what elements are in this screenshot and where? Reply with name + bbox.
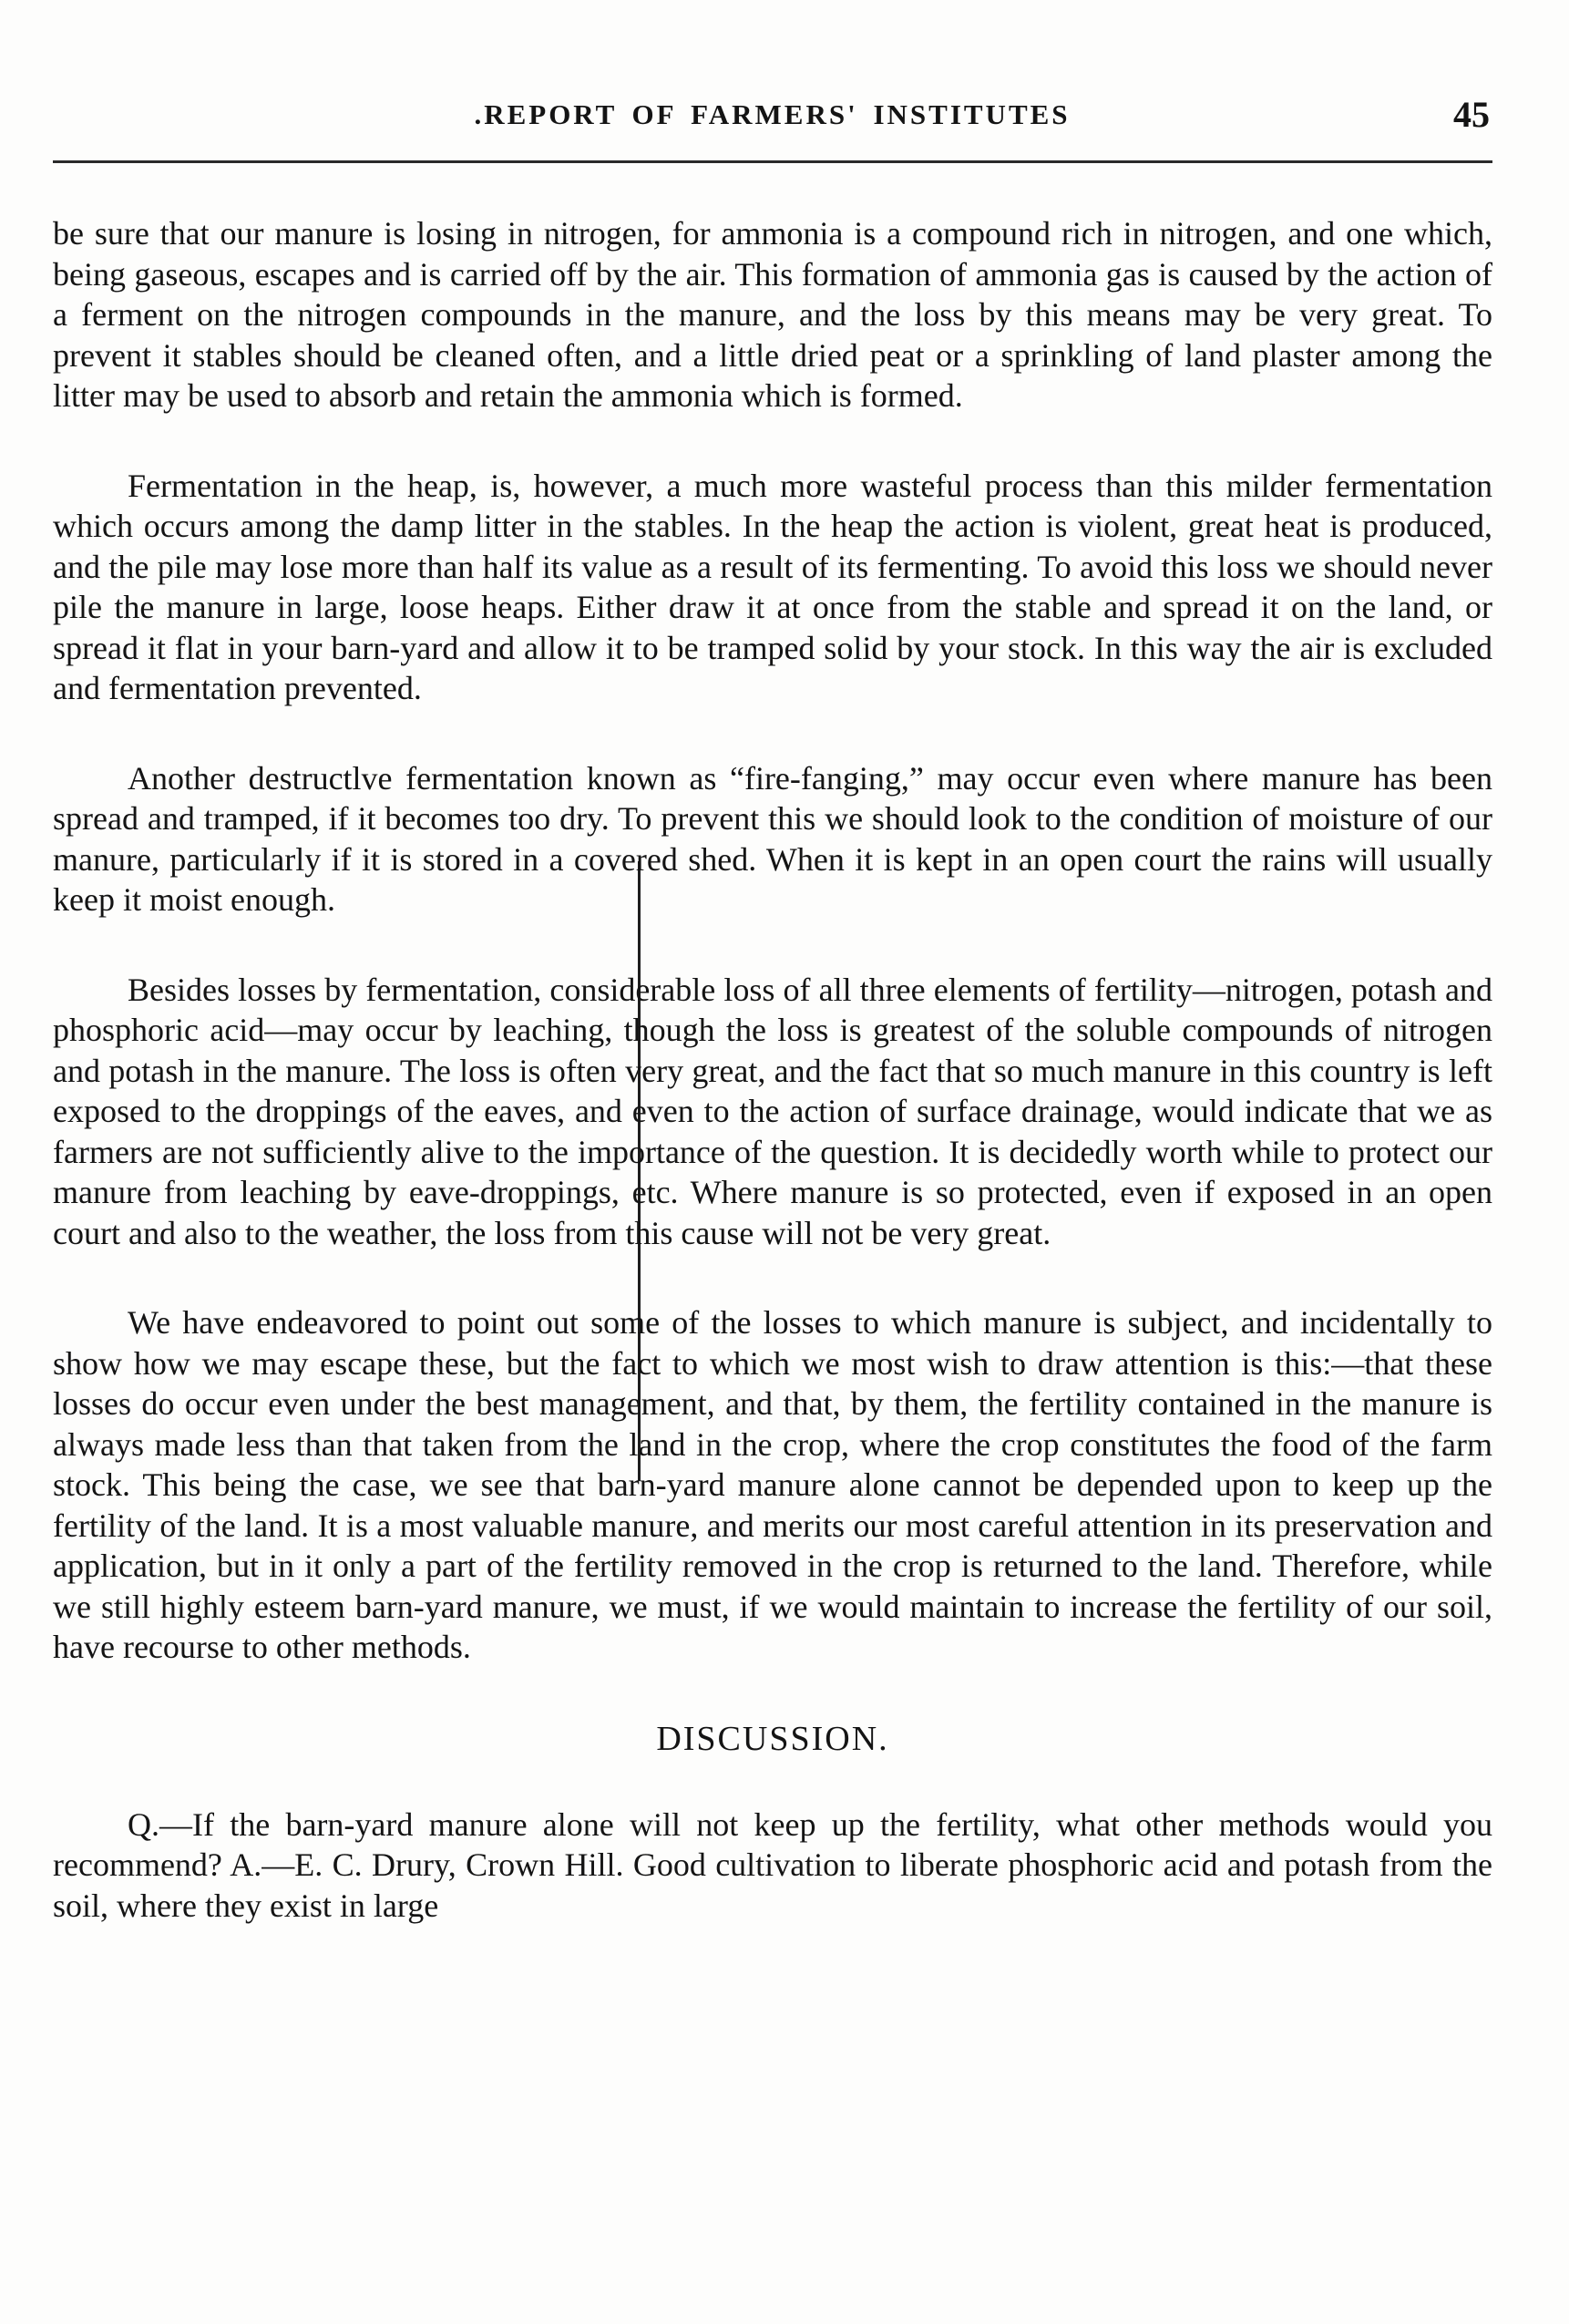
- paragraph-gap: [53, 1253, 1492, 1302]
- paragraph-gap: [53, 416, 1492, 466]
- discussion-text: Q.—If the barn-yard manure alone will not keep up the fertility, what other methods would you recommend? A.—E. C. Drury, Crown Hill. Good cultivation to liberate phosphoric acid and potash from the soil, where they exist in large: [53, 1805, 1492, 1924]
- paragraph-2: Fermentation in the heap, is, however, a much more wasteful process than this milder fermentation which occurs among the damp litter in the stables. In the heap the action is violent, great heat is produced, and the pile may lose more than half its value as a result of its fermenting. To avoid this loss we should never pile the manure in large, loose heaps. Either draw it at once from the stable and spread it on the land, or spread it flat in your barn-yard and allow it to be tramped solid by your stock. In this way the air is excluded and fermentation prevented.: [53, 467, 1492, 706]
- discussion-heading: DISCUSSION.: [656, 1719, 889, 1758]
- paragraph-1: be sure that our manure is losing in nitrogen, for ammonia is a compound rich in nitrogen, and one which, being gaseous, escapes and is carried off by the air. This formation of ammonia gas is caused by the action of a ferment on the nitrogen compounds in the manure, and the loss by this means may be very great. To prevent it stables should be cleaned often, and a little dried peat or a sprinkling of land plaster among the litter may be used to absorb and retain the ammonia which is formed.: [53, 215, 1492, 414]
- paragraph-gap: [53, 709, 1492, 758]
- running-title: .REPORT OF FARMERS' INSTITUTES: [474, 98, 1071, 130]
- paragraph-gap: [53, 920, 1492, 970]
- running-header: [55, 94, 1490, 144]
- page-number: 45: [1453, 94, 1490, 135]
- paragraph-4: Besides losses by fermentation, considerable loss of all three elements of fertility—nitrogen, potash and phosphoric acid—may occur by leaching, though the loss is greatest of the soluble compounds of nitrogen and potash in the manure. The loss is often very great, and the fact that so much manure in this country is left exposed to the droppings of the eaves, and even to the action of surface drainage, would indicate that we as farmers are not sufficiently alive to the importance of the question. It is decidedly worth while to protect our manure from leaching by eave-droppings, etc. Where manure is so protected, even if exposed in an open court and also to the weather, the loss from this cause will not be very great.: [53, 971, 1492, 1251]
- header-rule: [53, 160, 1492, 163]
- body-text: [53, 213, 1492, 1926]
- paragraph-5: We have endeavored to point out some of the losses to which manure is subject, and incidentally to show how we may escape these, but the fact to which we most wish to draw attention is this:—that these losses do occur even under the best management, and that, by them, the fertility contained in the manure is always made less than that taken from the land in the crop, where the crop constitutes the food of the farm stock. This being the case, we see that barn-yard manure alone cannot be depended upon to keep up the fertility of the land. It is a most valuable manure, and merits our most careful attention in its preservation and application, but in it only a part of the fertility removed in the crop is returned to the land. Therefore, while we still highly esteem barn-yard manure, we must, if we would maintain to increase the fertility of our soil, have recourse to other methods.: [53, 1304, 1492, 1665]
- paragraph-3: Another destructlve fermentation known as “fire-fanging,” may occur even where manure has been spread and tramped, if it becomes too dry. To prevent this we should look to the condition of moisture of our manure, particularly if it is stored in a covered shed. When it is kept in an open court the rains will usually keep it moist enough.: [53, 759, 1492, 918]
